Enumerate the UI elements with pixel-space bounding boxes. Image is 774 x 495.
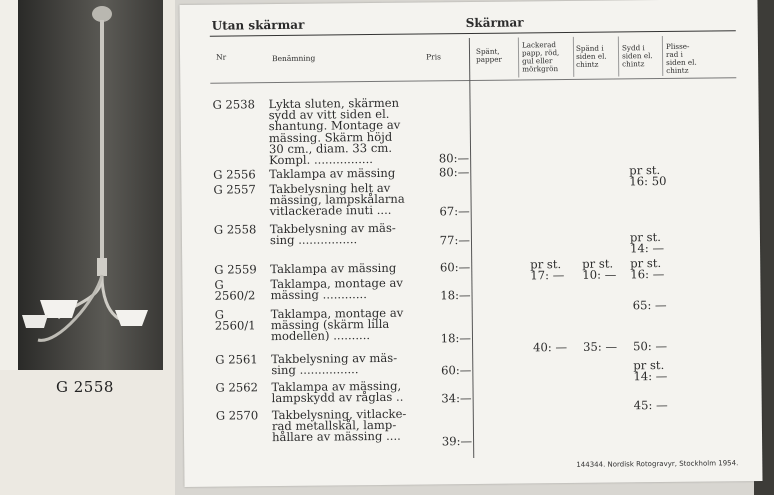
item-price: 18:— [440,331,472,346]
catalogue-page [179,0,762,487]
item-number: G 2560/2 [214,277,256,303]
column-header-price: Pris [426,52,441,62]
shade-price-label: pr st. [629,163,661,178]
shade-price: 65: — [632,297,667,313]
item-number: G 2558 [213,222,257,237]
item-price: 67:— [439,204,470,219]
item-description: Takbelysning helt av mässing, lampskålarna vitlackerade inuti .... [269,180,405,219]
item-description: Taklampa av mässing [269,165,396,182]
item-description: Taklampa av mässing, lampskydd av råglas .. [271,378,404,406]
shade-price: 40: — [533,340,568,355]
shade-price-label: pr st. [629,230,661,245]
column-header-nr: Nr [215,52,227,62]
shade-price-label: pr st. [633,357,665,373]
shade-price-label: pr st. [630,256,662,271]
item-description: Taklampa av mässing [270,260,397,277]
shade-price: 14: — [633,368,668,384]
item-number: G 2562 [215,380,259,395]
column-header-shade-paper: Spänt, papper [475,46,502,64]
shade-price: 14: — [629,240,665,256]
shade-price: 45: — [633,397,668,413]
shade-price-label: pr st. [582,256,614,271]
photo-caption: G 2558 [56,378,114,396]
item-price: 80:— [438,151,470,166]
item-number: G 2570 [215,408,259,423]
column-header-shade-lacquered: Lackerad papp, röd, gul eller mörkgrön [521,40,560,74]
column-header-shade-pleated: Plisse- rad i siden el. chintz [665,41,697,75]
item-price: 39:— [441,434,473,449]
shade-price: 35: — [583,339,618,354]
item-description: Takbelysning av mäs- sing ................ [271,350,398,378]
section-title-without-shades: Utan skärmar [211,17,305,33]
item-number: G 2556 [213,167,256,182]
printer-footer: 144344. Nordisk Rotogravyr, Stockholm 1954. [576,459,739,469]
item-price: 60:— [440,363,472,378]
item-price: 34:— [441,391,472,406]
item-description: Taklampa, montage av mässing (skärm lilla modellen) .......... [270,305,404,344]
shade-price: 50: — [633,338,668,354]
item-price: 18:— [440,288,471,303]
ceiling-lamp-illustration [18,0,163,370]
item-description: Takbelysning av mäs- sing ................ [269,220,396,248]
column-header-name: Benämning [272,53,316,64]
item-description: Takbelysning, vitlacke- rad metallskål, lamp- hållare av mässing .... [271,406,407,445]
section-title-shades: Skärmar [465,15,524,31]
column-header-shade-stretched: Spänd i siden el. chintz [575,43,607,69]
item-number: G 2561 [215,352,258,367]
shade-price: 16: — [630,266,665,282]
column-header-shade-sewn: Sydd i siden el. chintz [621,43,653,69]
shade-price: 17: — [530,268,565,283]
item-number: G 2560/1 [214,307,256,333]
item-description: Taklampa, montage av mässing ............ [270,275,404,303]
item-number: G 2538 [212,97,256,112]
shade-price: 10: — [582,267,617,282]
shade-price-label: pr st. [530,257,562,272]
product-photo-card [0,0,175,495]
item-number: G 2557 [213,182,256,197]
item-price: 80:— [438,165,470,180]
item-price: 60:— [439,260,471,275]
item-description: Lykta sluten, skärmen sydd av vitt siden el. shantung. Montage av mässing. Skärm höjd 30 cm., diam. 33 cm. Kompl. ................ [268,95,401,168]
item-number: G 2559 [214,262,257,277]
shade-price: 16: 50 [629,173,667,189]
item-price: 77:— [439,233,471,248]
lamp-photo [18,0,163,370]
